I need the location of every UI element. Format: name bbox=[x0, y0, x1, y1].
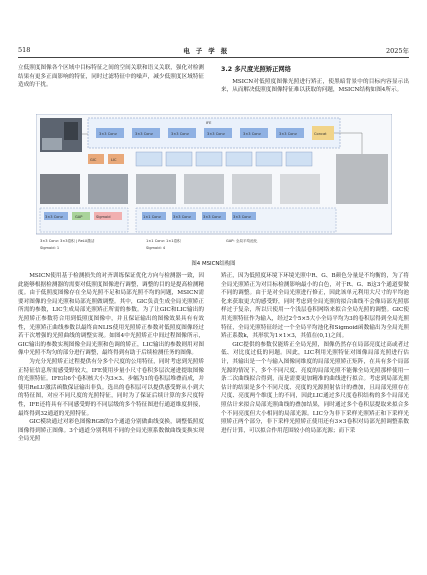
conv-label: 3×3 Conv bbox=[135, 132, 153, 136]
journal-name: 电子学报 bbox=[183, 46, 234, 55]
intermediate-image bbox=[184, 174, 224, 204]
body-left-column bbox=[18, 272, 204, 444]
legend-item: Sigmoid: 4 bbox=[146, 246, 166, 250]
page-header bbox=[18, 45, 409, 55]
body-right-column bbox=[221, 272, 409, 435]
legend-item: 3×3 Conv: 3×3卷积 | ReLU激活 bbox=[40, 239, 95, 243]
module-block bbox=[196, 152, 222, 166]
sigmoid-label: Sigmoid bbox=[96, 215, 111, 219]
module-block bbox=[226, 152, 252, 166]
concat-label: Concat bbox=[314, 132, 327, 136]
paragraph: GIC提供的参数仅能矫正全局光照，图像仍然存在局部亮度过高或者过低、对比度过低的问题。因此，LIC利用光照特征对图像局部光照进行估计，其输出是一个与输入图像同维度的局部光照矫正矩阵，在具有多个局部光源的情况下，多个不同尺度、亮度的局部光照不能像全局光照那样使用一条二次曲线拟合得到，而是需要更加精准的曲线进行拟合。考虑到局部光照估计的结果是多个不同尺度、亮度的光源照射估计的叠加，且局部光照存在尺度、亮度两个维度上的不同，因此LIC通过多尺度卷积结构的多个局部光照估计来拟合局部光照曲线的叠加结果，同时通过多个卷积层提取来拟合多个不同亮度但大小相同的局部光源。LIC分为非下采样光照矫正和下采样光照矫正两个部分，非下采样光照矫正使用还有3×3卷积对局部光照调整系数进行计算，可以拟合作用范围较小的局部光源；而下采 bbox=[221, 341, 409, 434]
output-image bbox=[336, 154, 388, 204]
ife-label: IFE bbox=[206, 121, 212, 125]
intermediate-image bbox=[88, 174, 128, 204]
top-right-column bbox=[221, 64, 409, 95]
msicn-diagram bbox=[36, 114, 392, 252]
paragraph: MSICN对低照度图像光照进行矫正，使黑暗背景中的目标内容显示出来，从而解决低照度图像特征难以获取的问题，MSICN结构如图4所示。 bbox=[221, 78, 409, 94]
module-block bbox=[166, 152, 192, 166]
conv-label: 3×3 Conv bbox=[279, 132, 297, 136]
gic-label: GIC bbox=[90, 158, 97, 162]
page-number: 518 bbox=[18, 46, 31, 54]
paragraph: 矫正，因为低照度环境下环境光照中R、G、B颜色分量是不均衡的，为了将全局光照矫正为对目标检测影响最小的白色，对于R、G、B这3个通道要做不同的调整。由于是对全局光照进行修正，因此该单元利用大尺寸的平均池化来获取更大的感受野，同时考虑到全局光照的拟合曲线不会像局部光照那样过于复杂，所以只使用一个浅层卷积网络来拟合全局光照的调整。GIC使用光照特征作为输入，经过2个5×5大小全局平均为3的卷积层得到全局光照特征，全局光照特征经过一个全局平均池化和Sigmoid函数输出为全局光照矫正系数k，其形状为1×1×3，其值在(0,1)之间。 bbox=[221, 273, 409, 340]
module-block bbox=[286, 152, 312, 166]
module-block bbox=[136, 152, 162, 166]
header-rule bbox=[18, 57, 409, 58]
conv-label: 3×3 Conv bbox=[243, 132, 261, 136]
intermediate-image bbox=[40, 174, 80, 204]
paragraph: 立低照度图像各个区域中目标特征之间的空间关联和语义关联，强化对检测结果有更多正面影响的特征，同时过滤特征中的噪声，减少低照度区域特征造成的干扰。 bbox=[18, 65, 204, 89]
legend-item: Sigmoid: 1 bbox=[40, 246, 60, 250]
conv-label: 3×3 Conv bbox=[173, 215, 191, 219]
input-image-detail bbox=[64, 122, 78, 140]
legend-item: 1×1 Conv: 1×1卷积 bbox=[146, 239, 181, 243]
module-block bbox=[256, 152, 282, 166]
figure-caption: 图4 MSICN结构图 bbox=[191, 261, 236, 267]
conv-label: 3×3 Conv bbox=[203, 215, 221, 219]
paragraph: MSICN使用基于检测损失的对齐训练保证优化方向与检测器一致，因此能够根据检测器的需要对低照度图像进行调整，调整的目的是提高检测精度。由于低照度图像存在全局光照不足和局部光照不均的问题，MSICN需要对图像的全局光照和局部光照做调整。其中，GIC负责生成全局光照矫正所需的参数，LIC生成局部光照矫正所需的参数。为了让GIC和LIC输出的光照矫正参数符合用到低照度图像中，并且保证输出的图像效果具有有效性，光照矫正曲线参数以最终由NLIS使用光照矫正参数对低照度图像经过若干次增强的光照曲线的调整实现。如图4中光照矫正中间过程图像所示，GIC输出的参数实现图像全局光照和色调的矫正，LIC输出的参数则用对图像中光照不均匀的部分进行调整，最终得到有助于后续检测任务的图像。 bbox=[18, 273, 204, 357]
journal-year: 2025年 bbox=[385, 46, 409, 55]
conv-label: 3×3 Conv bbox=[45, 215, 63, 219]
gic-lic-row bbox=[88, 152, 312, 166]
top-left-column bbox=[18, 64, 204, 90]
paragraph: GIC模块通过对彩色图像RGB的3个通道分别做曲线变换，调整低照度图像得到矫正图像。3个通道分别利用不同的全局光照系数做曲线变换实现全局光照 bbox=[18, 419, 204, 443]
intermediate-image bbox=[232, 174, 272, 204]
lic-label: LIC bbox=[111, 158, 117, 162]
gap-label: GAP bbox=[75, 215, 83, 219]
figure-msicn bbox=[36, 114, 392, 252]
legend-item: GAP: 全局平均池化 bbox=[226, 239, 258, 243]
section-heading: 3.2 多尺度光照矫正网络 bbox=[221, 66, 292, 73]
paragraph: 为充分光照矫正过程提供有分多个尺度的公用特征，同时考虑到光照矫正特征信息所需感受野较大，IFE使用步量小尺寸卷积多层次递进提取图像的光照特征。IFE由6个卷积核大小为3×3、步幅为1的卷积层堆叠而成，并使用ReLU激活函数保证输出非负。选出的卷积层可以提供感受野从小到大的特征图，对应不同尺度的光照特征，同时为了保证后续计算的多尺度特性，IFE还将具有不同感受野的不同层级的多个特征图进行通道维度拼接，最终得到32通道的光照特征。 bbox=[18, 358, 204, 417]
figure-legend bbox=[40, 238, 258, 250]
conv-label: 3×3 Conv bbox=[207, 132, 225, 136]
conv-label: 3×3 Conv bbox=[99, 132, 117, 136]
intermediate-image bbox=[136, 174, 176, 204]
intermediate-image bbox=[280, 174, 320, 204]
conv-label: 3×3 Conv bbox=[171, 132, 189, 136]
conv-label: 3×3 Conv bbox=[233, 215, 251, 219]
conv-label: 1×1 Conv bbox=[143, 215, 161, 219]
input-image-detail bbox=[42, 138, 62, 150]
